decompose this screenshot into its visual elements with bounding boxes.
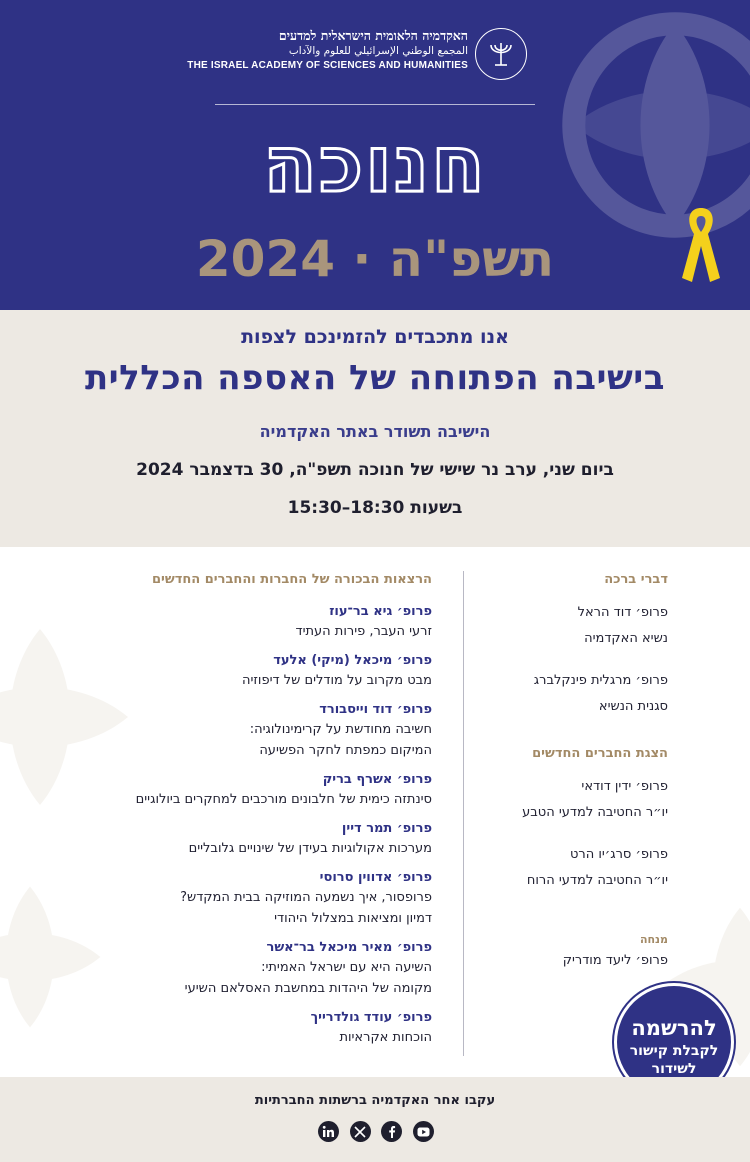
lecture-title: פרופסור, איך נשמעה המוזיקה בבית המקדש? <box>180 890 432 905</box>
register-label: להרשמה <box>631 1016 717 1040</box>
new-member-item <box>468 777 668 823</box>
new-members-title: הצגת החברים החדשים <box>532 746 668 761</box>
new-member-item <box>468 845 668 891</box>
lecture-speaker: פרופ׳ אדווין סרוסי <box>319 870 432 885</box>
hanukkah-title <box>0 120 750 210</box>
lecture-subtitle: המיקום כמפתח לחקר הפשיעה <box>259 743 432 758</box>
menorah-emblem-icon <box>475 28 527 80</box>
moderator-title: מנחה <box>639 933 668 946</box>
lecture-speaker: פרופ׳ גיא בר־עוז <box>329 604 432 619</box>
lecture-speaker: פרופ׳ תמר דיין <box>341 821 432 836</box>
lecture-item <box>92 771 432 810</box>
lecture-subtitle: מקומה של היהדות במחשבת האסלאם השיעי <box>184 981 432 996</box>
social-follow-text: עקבו אחר האקדמיה ברשתות החברתיות <box>254 1093 496 1108</box>
greeting-role: נשיא האקדמיה <box>584 631 668 646</box>
lecture-title: מבט מקרוב על מודלים של דיפוזיה <box>242 673 432 688</box>
lecture-speaker: פרופ׳ אשרף בריק <box>322 772 432 787</box>
new-member-speaker: פרופ׳ ידין דודאי <box>581 779 668 794</box>
lecture-item <box>92 939 432 999</box>
social-icons <box>318 1121 434 1143</box>
greetings-title: דברי ברכה <box>604 572 668 587</box>
lecture-subtitle: דמיון ומציאות במצלול היהודי <box>274 911 432 926</box>
lectures-title: הרצאות הבכורה של החברות והחברים החדשים <box>151 572 432 587</box>
academy-name-english: THE ISRAEL ACADEMY OF SCIENCES AND HUMANITIES <box>187 60 468 71</box>
year-line: תשפ"ה · 2024 <box>195 230 555 288</box>
header-divider <box>215 104 535 105</box>
new-member-role: יו״ר החטיבה למדעי הרוח <box>526 873 668 888</box>
lecture-item <box>92 652 432 691</box>
lecture-title: חשיבה מחודשת על קרימינולוגיה: <box>249 722 432 737</box>
academy-name <box>187 28 468 73</box>
lecture-title: מערכות אקולוגיות בעידן של שינויים גלובליים <box>188 841 432 856</box>
lecture-speaker: פרופ׳ עודד גולדרייך <box>310 1010 432 1025</box>
lecture-speaker: פרופ׳ מיכאל (מיקי) אלעד <box>273 653 432 668</box>
greeting-item <box>468 671 668 717</box>
facebook-icon[interactable] <box>381 1121 402 1142</box>
event-title: בישיבה הפתוחה של האספה הכללית <box>84 358 666 398</box>
lecture-item <box>92 820 432 859</box>
greeting-speaker: פרופ׳ דוד הראל <box>577 605 668 620</box>
academy-logo[interactable] <box>187 28 530 82</box>
column-divider <box>463 571 464 1056</box>
linkedin-icon[interactable] <box>318 1121 339 1142</box>
lecture-speaker: פרופ׳ מאיר מיכאל בר־אשר <box>266 940 432 955</box>
lecture-item <box>92 701 432 761</box>
greeting-role: סגנית הנשיא <box>598 699 668 714</box>
lecture-title: זרעי העבר, פירות העתיד <box>295 624 432 639</box>
lecture-title: הוכחות אקראיות <box>339 1030 432 1045</box>
greeting-item <box>468 603 668 649</box>
x-icon[interactable] <box>350 1121 371 1142</box>
greeting-speaker: פרופ׳ מרגלית פינקלברג <box>533 673 668 688</box>
register-sub-label-2: לשידור <box>651 1061 697 1077</box>
register-sub-label: לקבלת קישור <box>629 1043 719 1059</box>
yellow-ribbon-icon <box>676 204 726 284</box>
new-member-speaker: פרופ׳ סרג׳יו הרט <box>569 847 668 862</box>
lecture-item <box>92 869 432 929</box>
program-right-column <box>468 571 668 971</box>
invitation-section <box>0 310 750 547</box>
hanukkah-title-text: חנוכה <box>263 120 487 210</box>
broadcast-note: הישיבה תשודר באתר האקדמיה <box>259 422 491 441</box>
youtube-icon[interactable] <box>413 1121 434 1142</box>
header-banner <box>0 0 750 310</box>
event-time: בשעות 18:30–15:30 <box>287 498 463 518</box>
lecture-item <box>92 603 432 642</box>
lecture-title: סינתזה כימית של חלבונים מורכבים למחקרים ביולוגיים <box>135 792 432 807</box>
new-member-role: יו״ר החטיבה למדעי הטבע <box>522 805 668 820</box>
academy-name-hebrew: האקדמיה הלאומית הישראלית למדעים <box>278 28 468 43</box>
invitation-intro: אנו מתכבדים להזמינכם לצפות <box>241 326 509 348</box>
moderator-name: פרופ׳ ליעד מודריק <box>562 953 668 968</box>
event-date: ביום שני, ערב נר שישי של חנוכה תשפ"ה, 30 בדצמבר 2024 <box>136 460 614 480</box>
lecture-title: השיעה היא עם ישראל האמיתי: <box>261 960 432 975</box>
lecture-item <box>92 1009 432 1048</box>
lectures-column <box>92 571 432 1048</box>
lecture-speaker: פרופ׳ דוד וייסבורד <box>319 702 432 717</box>
academy-name-arabic: المجمع الوطني الإسرائيلي للعلوم والآداب <box>288 45 468 57</box>
footer <box>0 1077 750 1162</box>
